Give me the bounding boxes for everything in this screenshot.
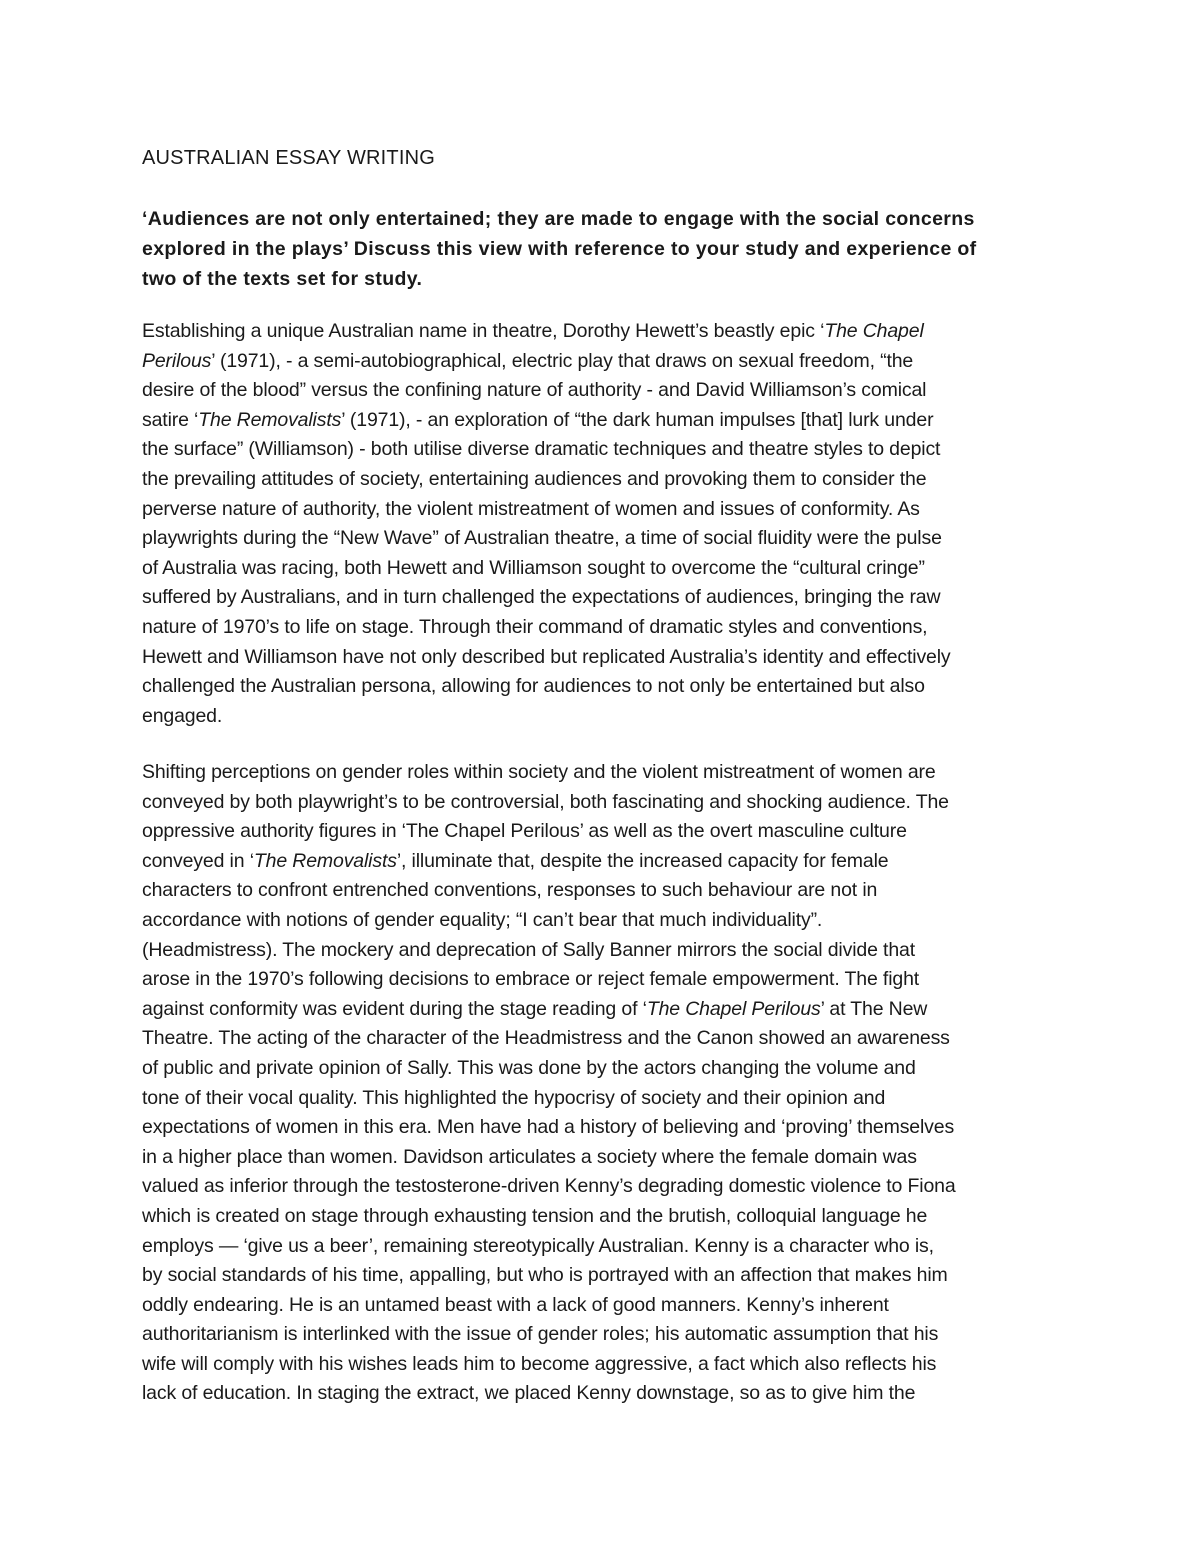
text-run: conveyed in ‘ — [142, 849, 254, 872]
paragraph-line: the surface” (Williamson) - both utilise diverse dramatic techniques and theatre styles to depict — [142, 438, 941, 461]
paragraph-line: tone of their vocal quality. This highlighted the hypocrisy of society and their opinion and — [142, 1086, 886, 1109]
question-line: ‘Audiences are not only entertained; they are made to engage with the social concerns — [142, 208, 975, 230]
paragraph-line: accordance with notions of gender equality; “I can’t bear that much individuality”. — [142, 908, 823, 931]
paragraph-line: Hewett and Williamson have not only described but replicated Australia’s identity and effectively — [142, 645, 951, 668]
paragraph-line: challenged the Australian persona, allowing for audiences to not only be entertained but also — [142, 675, 925, 698]
paragraph-line: employs — ‘give us a beer’, remaining stereotypically Australian. Kenny is a character who is, — [142, 1234, 934, 1257]
text-run: satire ‘ — [142, 408, 199, 431]
text-run: ’, illuminate that, despite the increased capacity for female — [396, 849, 889, 872]
paragraph-line: which is created on stage through exhausting tension and the brutish, colloquial language he — [142, 1204, 928, 1227]
paragraph-line: lack of education. In staging the extract, we placed Kenny downstage, so as to give him the — [142, 1382, 916, 1405]
paragraph-line: of Australia was racing, both Hewett and Williamson sought to overcome the “cultural cringe” — [142, 556, 925, 579]
text-run: ’ (1971), - an exploration of “the dark human impulses [that] lurk under — [341, 408, 934, 431]
paragraph-line: playwrights during the “New Wave” of Australian theatre, a time of social fluidity were the pulse — [142, 527, 942, 550]
paragraph-line: oppressive authority figures in ‘The Chapel Perilous’ as well as the overt masculine culture — [142, 820, 907, 843]
text-run: Establishing a unique Australian name in theatre, Dorothy Hewett’s beastly epic ‘ — [142, 320, 825, 342]
paragraph-line: arose in the 1970’s following decisions to embrace or reject female empowerment. The fight — [142, 968, 920, 991]
paragraph-line — [142, 317, 951, 347]
paragraph-line: engaged. — [142, 704, 223, 727]
paragraph-line: characters to confront entrenched conventions, responses to such behaviour are not in — [142, 879, 878, 902]
paragraph-line: Shifting perceptions on gender roles within society and the violent mistreatment of women are — [142, 761, 936, 783]
question-line: explored in the plays’ Discuss this view with reference to your study and experience of — [142, 238, 977, 260]
play-title-italic: Perilous — [142, 349, 212, 372]
paragraph-line: of public and private opinion of Sally. This was done by the actors changing the volume and — [142, 1056, 916, 1079]
paragraph-line: by social standards of his time, appalling, but who is portrayed with an affection that makes him — [142, 1264, 948, 1287]
paragraph-line: wife will comply with his wishes leads him to become aggressive, a fact which also reflects his — [142, 1352, 937, 1375]
paragraph-line: suffered by Australians, and in turn challenged the expectations of audiences, bringing the raw — [142, 586, 941, 609]
paragraph-line — [142, 347, 951, 377]
paragraph-line — [142, 847, 956, 877]
paragraph-line: (Headmistress). The mockery and deprecation of Sally Banner mirrors the social divide that — [142, 938, 915, 961]
paragraph-line: expectations of women in this era. Men have had a history of believing and ‘proving’ themselves — [142, 1116, 955, 1139]
paragraph-line: in a higher place than women. Davidson articulates a society where the female domain was — [142, 1145, 917, 1168]
paragraph-line: conveyed by both playwright’s to be controversial, both fascinating and shocking audience. The — [142, 790, 949, 813]
paragraph-line: the prevailing attitudes of society, entertaining audiences and provoking them to consider the — [142, 467, 927, 490]
play-title-italic: The Chapel — [824, 320, 924, 342]
essay-question — [142, 204, 977, 294]
paragraph-line: nature of 1970’s to life on stage. Through their command of dramatic styles and conventions, — [142, 615, 928, 638]
text-run: ’ (1971), - a semi-autobiographical, electric play that draws on sexual freedom, “the — [211, 349, 914, 372]
play-title-italic: The Removalists — [253, 849, 397, 872]
play-title-italic: The Chapel Perilous — [646, 997, 821, 1020]
paragraph-line: Theatre. The acting of the character of the Headmistress and the Canon showed an awareness — [142, 1027, 950, 1050]
text-run: ’ at The New — [820, 997, 928, 1020]
body-paragraph — [142, 758, 956, 1409]
paragraph-line — [142, 406, 951, 436]
question-line: two of the texts set for study. — [142, 268, 423, 290]
paragraph-line: authoritarianism is interlinked with the issue of gender roles; his automatic assumption that his — [142, 1323, 939, 1346]
document-title: AUSTRALIAN ESSAY WRITING — [142, 147, 436, 169]
paragraph-line: desire of the blood” versus the confining nature of authority - and David Williamson’s comical — [142, 379, 927, 402]
paragraph-line: oddly endearing. He is an untamed beast with a lack of good manners. Kenny’s inherent — [142, 1293, 889, 1316]
paragraph-line: perverse nature of authority, the violent mistreatment of women and issues of conformity. As — [142, 497, 920, 520]
introduction-paragraph — [142, 317, 951, 731]
play-title-italic: The Removalists — [198, 408, 342, 431]
paragraph-line — [142, 995, 956, 1025]
paragraph-line: valued as inferior through the testosterone-driven Kenny’s degrading domestic violence to Fiona — [142, 1175, 956, 1198]
text-run: against conformity was evident during the stage reading of ‘ — [142, 997, 647, 1020]
